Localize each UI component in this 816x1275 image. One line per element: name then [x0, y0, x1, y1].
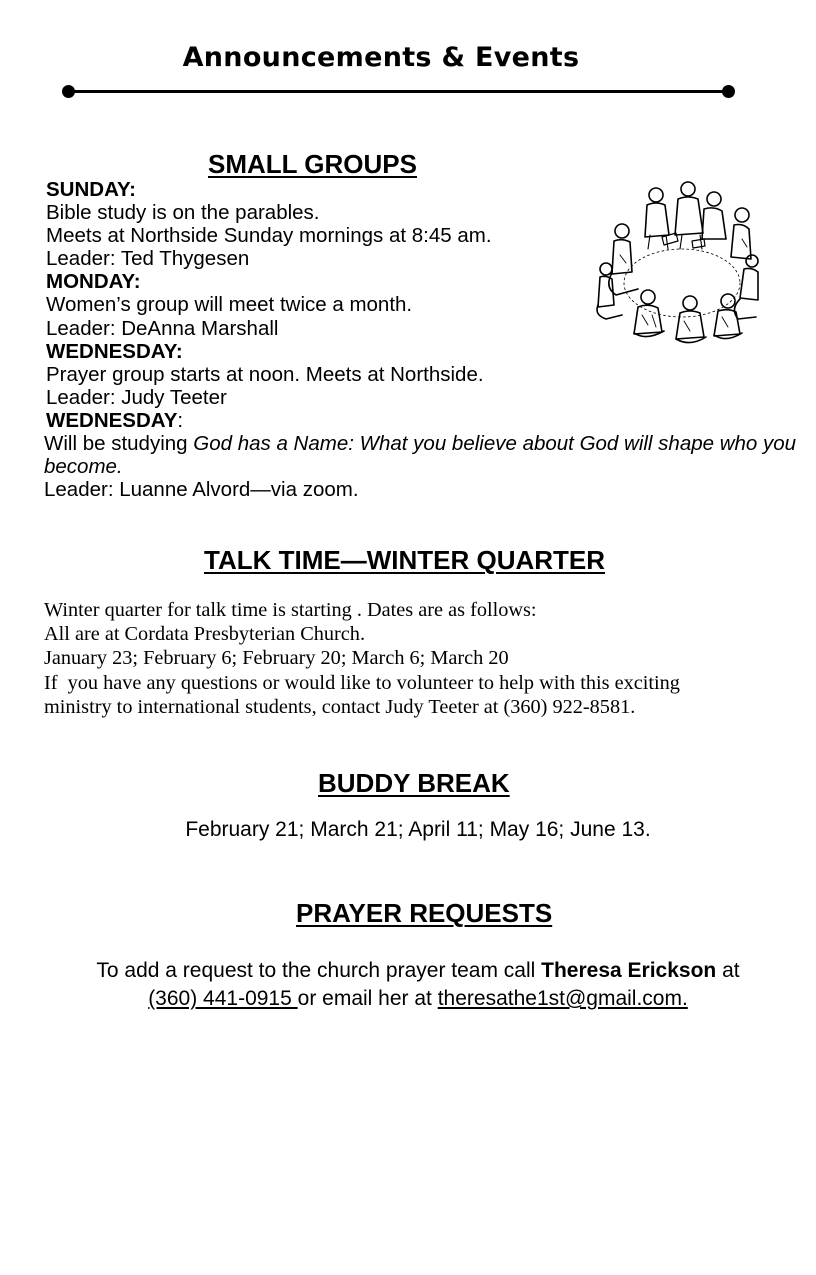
- wednesday-label-2-text: WEDNESDAY: [46, 408, 178, 432]
- sunday-detail-2: Meets at Northside Sunday mornings at 8:45 am.: [46, 224, 492, 248]
- small-groups-heading: SMALL GROUPS: [208, 149, 417, 179]
- prayer-phone-link[interactable]: (360) 441-0915: [148, 987, 298, 1010]
- sunday-leader: Leader: Ted Thygesen: [46, 247, 250, 271]
- wednesday-label-2: [46, 409, 806, 432]
- wednesday-detail-1: Prayer group starts at noon. Meets at Northside.: [46, 362, 484, 386]
- prayer-text-email-intro: or email her at: [297, 987, 438, 1010]
- buddy-break-dates: February 21; March 21; April 11; May 16; June 13.: [185, 818, 651, 841]
- title-rule-right-dot: [722, 85, 735, 98]
- wednesday-label-2-colon: :: [177, 408, 184, 432]
- sunday-label: SUNDAY:: [46, 178, 136, 201]
- wednesday-study-intro: Will be studying: [44, 432, 194, 456]
- buddy-break-heading: BUDDY BREAK: [318, 768, 510, 798]
- monday-label: MONDAY:: [46, 270, 141, 294]
- prayer-text-at: at: [716, 959, 740, 982]
- wednesday-leader-2: Leader: Luanne Alvord—via zoom.: [44, 478, 359, 502]
- prayer-requests-heading: PRAYER REQUESTS: [296, 898, 553, 928]
- prayer-requests-text: [20, 957, 816, 1013]
- prayer-contact-name: Theresa Erickson: [541, 959, 717, 982]
- prayer-text-intro: To add a request to the church prayer team call: [96, 959, 542, 982]
- talk-time-line-5: ministry to international students, contact Judy Teeter at (360) 922-8581.: [44, 695, 636, 718]
- talk-time-line-2: All are at Cordata Presbyterian Church.: [44, 623, 366, 646]
- wednesday-leader-1: Leader: Judy Teeter: [46, 385, 227, 409]
- talk-time-details: [44, 598, 784, 719]
- sunday-detail-1: Bible study is on the parables.: [46, 201, 320, 225]
- prayer-email-link[interactable]: theresathe1st@gmail.com.: [437, 987, 688, 1010]
- wednesday-study-book-title: God has a Name: What you believe about God will shape who you become.: [44, 432, 797, 479]
- title-rule: [68, 90, 728, 93]
- talk-time-line-3: January 23; February 6; February 20; March 6; March 20: [44, 647, 509, 670]
- monday-leader: Leader: DeAnna Marshall: [46, 316, 279, 340]
- people-circle-illustration: [592, 175, 768, 355]
- talk-time-line-1: Winter quarter for talk time is starting . Dates are as follows:: [44, 599, 537, 621]
- talk-time-heading: TALK TIME—WINTER QUARTER: [204, 545, 606, 575]
- monday-detail-1: Women’s group will meet twice a month.: [46, 293, 413, 317]
- wednesday-study-description: [44, 432, 804, 478]
- talk-time-line-4: If you have any questions or would like to volunteer to help with this exciting: [44, 671, 680, 694]
- wednesday-label-1: WEDNESDAY:: [46, 339, 183, 363]
- page-title: Announcements & Events: [182, 42, 580, 73]
